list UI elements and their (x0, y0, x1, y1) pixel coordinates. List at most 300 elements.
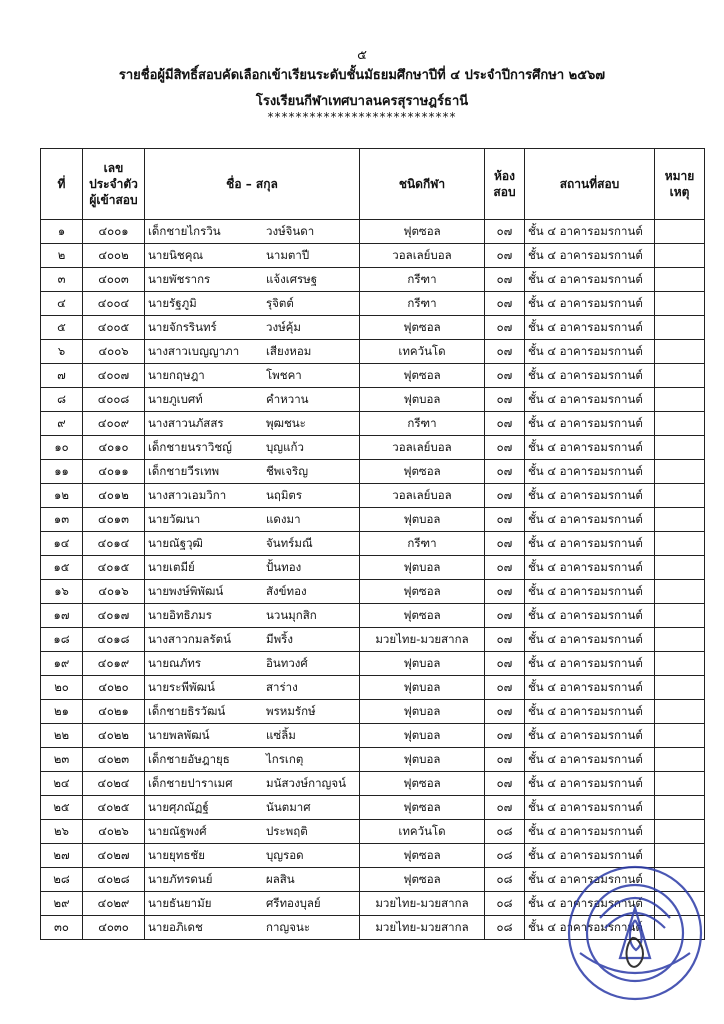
candidate-name (145, 316, 360, 340)
candidate-name (145, 748, 360, 772)
exam-place: ชั้น ๔ อาคารอมรกานต์ (525, 388, 655, 412)
first-name: นายณภัทร (148, 655, 202, 670)
exam-room: ๐๗ (485, 532, 525, 556)
sport: กรีฑา (360, 292, 485, 316)
exam-place: ชั้น ๔ อาคารอมรกานต์ (525, 220, 655, 244)
row-number: ๑๑ (41, 460, 83, 484)
first-name: นางสาวนภัสสร (148, 415, 224, 430)
document-title: รายชื่อผู้มีสิทธิ์สอบคัดเลือกเข้าเรียนระดับชั้นมัธยมศึกษาปีที่ ๔ ประจำปีการศึกษา ๒๕๖๗ (118, 68, 606, 83)
first-name: นางสาวเบญญาภา (148, 343, 240, 358)
table-row (41, 796, 705, 820)
note (655, 796, 705, 820)
exam-room: ๐๗ (485, 604, 525, 628)
first-name: นายอภิเดช (148, 919, 203, 934)
row-number: ๑๔ (41, 532, 83, 556)
first-name: นายจักรรินทร์ (148, 319, 217, 334)
last-name: จันทร์มณี (266, 535, 313, 550)
exam-room: ๐๗ (485, 748, 525, 772)
exam-place: ชั้น ๔ อาคารอมรกานต์ (525, 340, 655, 364)
row-number: ๒๓ (41, 748, 83, 772)
exam-place: ชั้น ๔ อาคารอมรกานต์ (525, 316, 655, 340)
exam-id: ๔๐๒๒ (83, 724, 145, 748)
first-name: นายพัชรากร (148, 271, 211, 286)
exam-id: ๔๐๐๑ (83, 220, 145, 244)
exam-room: ๐๗ (485, 316, 525, 340)
exam-room: ๐๗ (485, 268, 525, 292)
exam-room: ๐๗ (485, 244, 525, 268)
table-row (41, 604, 705, 628)
row-number: ๒๙ (41, 892, 83, 916)
note (655, 340, 705, 364)
exam-id: ๔๐๑๑ (83, 460, 145, 484)
last-name: ผลสิน (266, 871, 295, 886)
first-name: นายณัฐวุฒิ (148, 535, 203, 550)
exam-id: ๔๐๑๒ (83, 484, 145, 508)
first-name: นายยุทธชัย (148, 847, 205, 862)
exam-place: ชั้น ๔ อาคารอมรกานต์ (525, 796, 655, 820)
exam-room: ๐๗ (485, 220, 525, 244)
note (655, 916, 705, 940)
candidate-name (145, 772, 360, 796)
sport: มวยไทย-มวยสากล (360, 892, 485, 916)
first-name: นายรัฐภูมิ (148, 295, 197, 310)
row-number: ๑๒ (41, 484, 83, 508)
candidate-table (40, 148, 705, 940)
exam-room: ๐๗ (485, 292, 525, 316)
table-row (41, 436, 705, 460)
candidate-name (145, 796, 360, 820)
table-row (41, 244, 705, 268)
row-number: ๒๘ (41, 868, 83, 892)
exam-place: ชั้น ๔ อาคารอมรกานต์ (525, 844, 655, 868)
note (655, 556, 705, 580)
exam-id: ๔๐๐๓ (83, 268, 145, 292)
sport: ฟุตบอล (360, 748, 485, 772)
candidate-name (145, 220, 360, 244)
table-row (41, 580, 705, 604)
last-name: ปั้นทอง (266, 559, 302, 574)
row-number: ๒๒ (41, 724, 83, 748)
exam-room: ๐๗ (485, 556, 525, 580)
sport: ฟุตซอล (360, 220, 485, 244)
note (655, 292, 705, 316)
table-row (41, 508, 705, 532)
note (655, 508, 705, 532)
last-name: มีพริ้ง (266, 631, 293, 646)
first-name: เด็กชายวีรเทพ (148, 463, 220, 478)
candidate-name (145, 724, 360, 748)
first-name: นายภูเบศท์ (148, 391, 203, 406)
exam-id: ๔๐๒๑ (83, 700, 145, 724)
exam-room: ๐๘ (485, 820, 525, 844)
table-header-row (41, 149, 705, 220)
first-name: นายอิทธิภมร (148, 607, 212, 622)
table-row (41, 700, 705, 724)
first-name: เด็กชายไกรวิน (148, 223, 221, 238)
first-name: เด็กชายปาราเมศ (148, 775, 233, 790)
table-row (41, 484, 705, 508)
exam-id: ๔๐๑๗ (83, 604, 145, 628)
sport: ฟุตซอล (360, 364, 485, 388)
row-number: ๒๖ (41, 820, 83, 844)
row-number: ๒๐ (41, 676, 83, 700)
row-number: ๑๘ (41, 628, 83, 652)
table-row (41, 676, 705, 700)
sport: ฟุตซอล (360, 580, 485, 604)
exam-place: ชั้น ๔ อาคารอมรกานต์ (525, 868, 655, 892)
note (655, 364, 705, 388)
last-name: แดงมา (266, 511, 301, 526)
exam-place: ชั้น ๔ อาคารอมรกานต์ (525, 532, 655, 556)
exam-id: ๔๐๒๘ (83, 868, 145, 892)
row-number: ๑๓ (41, 508, 83, 532)
exam-place: ชั้น ๔ อาคารอมรกานต์ (525, 580, 655, 604)
last-name: นันตมาศ (266, 799, 311, 814)
exam-room: ๐๗ (485, 436, 525, 460)
exam-place: ชั้น ๔ อาคารอมรกานต์ (525, 436, 655, 460)
exam-place: ชั้น ๔ อาคารอมรกานต์ (525, 772, 655, 796)
table-row (41, 268, 705, 292)
exam-id: ๔๐๓๐ (83, 916, 145, 940)
candidate-name (145, 364, 360, 388)
exam-room: ๐๘ (485, 892, 525, 916)
table-row (41, 652, 705, 676)
row-number: ๒๑ (41, 700, 83, 724)
note (655, 580, 705, 604)
exam-place: ชั้น ๔ อาคารอมรกานต์ (525, 460, 655, 484)
note (655, 604, 705, 628)
note (655, 820, 705, 844)
row-number: ๘ (41, 388, 83, 412)
header-room: ห้อง สอบ (485, 149, 525, 220)
sport: วอลเลย์บอล (360, 436, 485, 460)
exam-id: ๔๐๑๓ (83, 508, 145, 532)
sport: เทควันโด (360, 340, 485, 364)
note (655, 484, 705, 508)
candidate-name (145, 532, 360, 556)
exam-id: ๔๐๑๐ (83, 436, 145, 460)
candidate-name (145, 628, 360, 652)
last-name: ประพฤติ (266, 823, 308, 838)
exam-place: ชั้น ๔ อาคารอมรกานต์ (525, 916, 655, 940)
exam-place: ชั้น ๔ อาคารอมรกานต์ (525, 556, 655, 580)
exam-room: ๐๗ (485, 484, 525, 508)
last-name: ชีพเจริญ (266, 463, 309, 478)
candidate-name (145, 436, 360, 460)
row-number: ๑๗ (41, 604, 83, 628)
exam-room: ๐๗ (485, 364, 525, 388)
table-row (41, 316, 705, 340)
table-row (41, 388, 705, 412)
first-name: นายระพีพัฒน์ (148, 679, 215, 694)
table-row (41, 628, 705, 652)
sport: ฟุตบอล (360, 676, 485, 700)
exam-room: ๐๗ (485, 412, 525, 436)
sport: ฟุตบอล (360, 508, 485, 532)
candidate-name (145, 652, 360, 676)
last-name: แซ่ลิ้ม (266, 727, 296, 742)
candidate-name (145, 892, 360, 916)
first-name: นายพลพัฒน์ (148, 727, 210, 742)
last-name: นวนมุกสิก (266, 607, 317, 622)
note (655, 244, 705, 268)
first-name: นายศุภณัฏฐ์ (148, 799, 209, 814)
exam-place: ชั้น ๔ อาคารอมรกานต์ (525, 268, 655, 292)
header-sport: ชนิดกีฬา (360, 149, 485, 220)
header-place: สถานที่สอบ (525, 149, 655, 220)
last-name: คำหวาน (266, 391, 309, 406)
table-row (41, 892, 705, 916)
note (655, 844, 705, 868)
exam-place: ชั้น ๔ อาคารอมรกานต์ (525, 604, 655, 628)
table-body (41, 220, 705, 940)
table-row (41, 724, 705, 748)
last-name: พุฒชนะ (266, 415, 306, 430)
candidate-name (145, 388, 360, 412)
exam-id: ๔๐๐๖ (83, 340, 145, 364)
first-name: นายภัทรดนย์ (148, 871, 213, 886)
row-number: ๕ (41, 316, 83, 340)
row-number: ๒๗ (41, 844, 83, 868)
table-row (41, 220, 705, 244)
note (655, 268, 705, 292)
candidate-name (145, 556, 360, 580)
exam-id: ๔๐๒๖ (83, 820, 145, 844)
sport: ฟุตซอล (360, 604, 485, 628)
sport: ฟุตบอล (360, 556, 485, 580)
row-number: ๒ (41, 244, 83, 268)
sport: กรีฑา (360, 532, 485, 556)
sport: มวยไทย-มวยสากล (360, 628, 485, 652)
exam-place: ชั้น ๔ อาคารอมรกานต์ (525, 748, 655, 772)
candidate-name (145, 700, 360, 724)
exam-id: ๔๐๐๘ (83, 388, 145, 412)
header-exam-id: เลข ประจำตัว ผู้เข้าสอบ (83, 149, 145, 220)
row-number: ๔ (41, 292, 83, 316)
exam-place: ชั้น ๔ อาคารอมรกานต์ (525, 724, 655, 748)
exam-id: ๔๐๑๖ (83, 580, 145, 604)
sport: ฟุตซอล (360, 772, 485, 796)
note (655, 676, 705, 700)
exam-place: ชั้น ๔ อาคารอมรกานต์ (525, 628, 655, 652)
note (655, 772, 705, 796)
exam-id: ๔๐๒๔ (83, 772, 145, 796)
candidate-name (145, 916, 360, 940)
sport: เทควันโด (360, 820, 485, 844)
note (655, 220, 705, 244)
first-name: นางสาวเอมวิกา (148, 487, 227, 502)
exam-id: ๔๐๑๔ (83, 532, 145, 556)
exam-place: ชั้น ๔ อาคารอมรกานต์ (525, 700, 655, 724)
first-name: นายพงษ์พิพัฒน์ (148, 583, 224, 598)
sport: มวยไทย-มวยสากล (360, 916, 485, 940)
exam-room: ๐๘ (485, 844, 525, 868)
sport: ฟุตซอล (360, 868, 485, 892)
exam-place: ชั้น ๔ อาคารอมรกานต์ (525, 508, 655, 532)
last-name: สังข์ทอง (266, 583, 307, 598)
note (655, 724, 705, 748)
exam-place: ชั้น ๔ อาคารอมรกานต์ (525, 892, 655, 916)
note (655, 892, 705, 916)
candidate-name (145, 292, 360, 316)
exam-place: ชั้น ๔ อาคารอมรกานต์ (525, 820, 655, 844)
sport: ฟุตซอล (360, 796, 485, 820)
exam-room: ๐๗ (485, 340, 525, 364)
table-row (41, 364, 705, 388)
sport: วอลเลย์บอล (360, 244, 485, 268)
sport: ฟุตซอล (360, 316, 485, 340)
candidate-name (145, 484, 360, 508)
exam-place: ชั้น ๔ อาคารอมรกานต์ (525, 364, 655, 388)
table-row (41, 820, 705, 844)
sport: ฟุตซอล (360, 844, 485, 868)
exam-room: ๐๗ (485, 388, 525, 412)
title-divider: *************************** (267, 110, 457, 124)
table-row (41, 868, 705, 892)
school-name: โรงเรียนกีฬาเทศบาลนครสุราษฎร์ธานี (255, 94, 469, 109)
sport: ฟุตซอล (360, 460, 485, 484)
last-name: กาญจนะ (266, 919, 310, 934)
candidate-name (145, 580, 360, 604)
candidate-name (145, 844, 360, 868)
exam-id: ๔๐๑๙ (83, 652, 145, 676)
table-row (41, 292, 705, 316)
last-name: เสียงหอม (266, 343, 312, 358)
candidate-name (145, 412, 360, 436)
candidate-name (145, 868, 360, 892)
exam-room: ๐๗ (485, 724, 525, 748)
row-number: ๓๐ (41, 916, 83, 940)
exam-id: ๔๐๒๐ (83, 676, 145, 700)
row-number: ๑๖ (41, 580, 83, 604)
last-name: ศรีทองบุลย์ (266, 895, 321, 910)
candidate-name (145, 820, 360, 844)
first-name: นายนิชคุณ (148, 247, 204, 262)
last-name: วงษ์จินดา (266, 223, 315, 238)
note (655, 748, 705, 772)
table-row (41, 916, 705, 940)
row-number: ๖ (41, 340, 83, 364)
header-no: ที่ (41, 149, 83, 220)
note (655, 652, 705, 676)
row-number: ๓ (41, 268, 83, 292)
exam-id: ๔๐๐๕ (83, 316, 145, 340)
row-number: ๙ (41, 412, 83, 436)
row-number: ๑๐ (41, 436, 83, 460)
first-name: นายกฤษฎา (148, 367, 205, 382)
table-row (41, 748, 705, 772)
last-name: มนัสวงษ์กาญจน์ (266, 775, 346, 790)
exam-room: ๐๗ (485, 700, 525, 724)
sport: วอลเลย์บอล (360, 484, 485, 508)
candidate-name (145, 340, 360, 364)
note (655, 532, 705, 556)
note (655, 412, 705, 436)
exam-place: ชั้น ๔ อาคารอมรกานต์ (525, 484, 655, 508)
exam-room: ๐๗ (485, 580, 525, 604)
last-name: วงษ์คุ้ม (266, 319, 301, 334)
exam-id: ๔๐๐๗ (83, 364, 145, 388)
exam-id: ๔๐๒๗ (83, 844, 145, 868)
exam-room: ๐๗ (485, 796, 525, 820)
candidate-name (145, 604, 360, 628)
last-name: นฤมิตร (266, 487, 303, 502)
last-name: ไกรเกตุ (266, 751, 304, 766)
note (655, 436, 705, 460)
exam-room: ๐๗ (485, 652, 525, 676)
exam-id: ๔๐๐๙ (83, 412, 145, 436)
last-name: นามตาปี (266, 247, 310, 262)
row-number: ๑ (41, 220, 83, 244)
note (655, 460, 705, 484)
row-number: ๒๕ (41, 796, 83, 820)
last-name: โพชคา (266, 367, 302, 382)
note (655, 388, 705, 412)
row-number: ๗ (41, 364, 83, 388)
sport: ฟุตบอล (360, 724, 485, 748)
note (655, 316, 705, 340)
candidate-name (145, 508, 360, 532)
exam-room: ๐๗ (485, 772, 525, 796)
exam-place: ชั้น ๔ อาคารอมรกานต์ (525, 676, 655, 700)
first-name: นายเตมีย์ (148, 559, 195, 574)
exam-room: ๐๗ (485, 508, 525, 532)
last-name: บุญแก้ว (266, 439, 304, 454)
last-name: แจ้งเศรษฐ (266, 271, 318, 286)
note (655, 868, 705, 892)
exam-room: ๐๘ (485, 916, 525, 940)
row-number: ๒๔ (41, 772, 83, 796)
first-name: นางสาวกมลรัตน์ (148, 631, 231, 646)
header-name: ชื่อ – สกุล (145, 149, 360, 220)
page-number: ๕ (357, 48, 367, 63)
exam-id: ๔๐๒๓ (83, 748, 145, 772)
exam-room: ๐๗ (485, 460, 525, 484)
exam-place: ชั้น ๔ อาคารอมรกานต์ (525, 244, 655, 268)
exam-id: ๔๐๑๕ (83, 556, 145, 580)
exam-id: ๔๐๒๙ (83, 892, 145, 916)
sport: ฟุตบอล (360, 652, 485, 676)
note (655, 628, 705, 652)
row-number: ๑๕ (41, 556, 83, 580)
table-row (41, 340, 705, 364)
row-number: ๑๙ (41, 652, 83, 676)
last-name: สาร่าง (266, 679, 298, 694)
last-name: รุจิตต์ (266, 295, 294, 310)
candidate-name (145, 244, 360, 268)
note (655, 700, 705, 724)
sport: กรีฑา (360, 412, 485, 436)
first-name: เด็กชายนราวิชญ์ (148, 439, 232, 454)
first-name: นายวัฒนา (148, 511, 201, 526)
table-row (41, 460, 705, 484)
first-name: นายณัฐพงศ์ (148, 823, 207, 838)
last-name: บุญรอด (266, 847, 304, 862)
exam-room: ๐๘ (485, 868, 525, 892)
exam-id: ๔๐๐๔ (83, 292, 145, 316)
exam-id: ๔๐๐๒ (83, 244, 145, 268)
sport: กรีฑา (360, 268, 485, 292)
exam-id: ๔๐๑๘ (83, 628, 145, 652)
sport: ฟุตบอล (360, 700, 485, 724)
candidate-name (145, 460, 360, 484)
table-row (41, 532, 705, 556)
table-row (41, 556, 705, 580)
table-row (41, 412, 705, 436)
exam-place: ชั้น ๔ อาคารอมรกานต์ (525, 412, 655, 436)
exam-room: ๐๗ (485, 676, 525, 700)
table-row (41, 844, 705, 868)
